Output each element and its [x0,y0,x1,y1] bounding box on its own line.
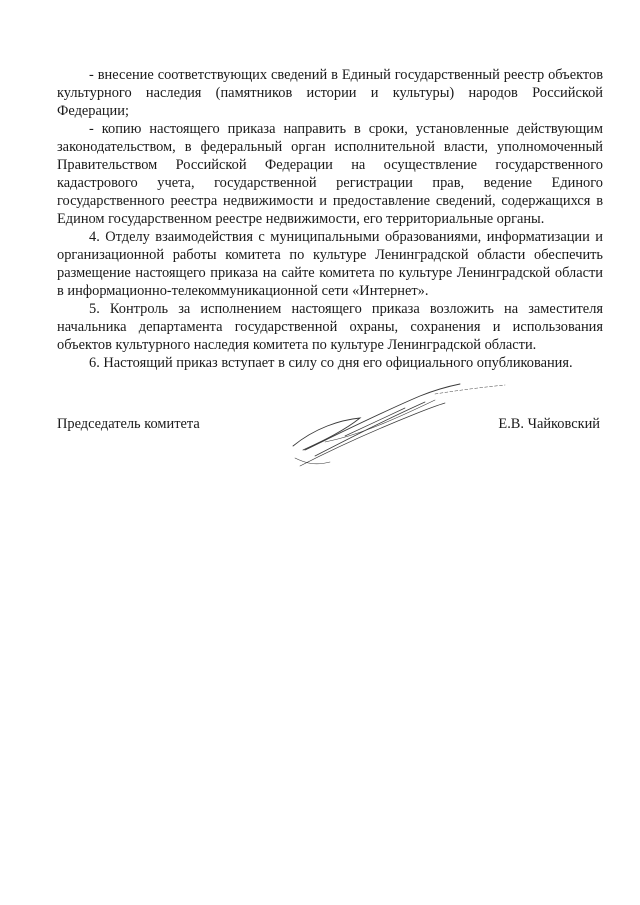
paragraph-item-4: 4. Отделу взаимодействия с муниципальными образованиями, информатизации и организационной работы комитета по культуре Ленинградской области обеспечить размещение настоящего приказа на сайте комитета по культуре Ленинградской области в информационно-телекоммуникационной сети «Интернет». [57,229,603,299]
handwritten-signature [285,378,510,478]
signer-name: Е.В. Чайковский [498,416,600,432]
signer-title: Председатель комитета [57,416,200,432]
paragraph-item-5: 5. Контроль за исполнением настоящего приказа возложить на заместителя начальника департамента государственной охраны, сохранения и использования объектов культурного наследия комитета по культуре Ленинградской области. [57,301,603,353]
order-text [57,66,603,372]
paragraph-registry-entry: - внесение соответствующих сведений в Единый государственный реестр объектов культурного наследия (памятников истории и культуры) народов Российской Федерации; [57,67,603,119]
paragraph-send-copy: - копию настоящего приказа направить в сроки, установленные действующим законодательством, в федеральный орган исполнительной власти, уполномоченный Правительством Российской Федерации на осуществление государственного кадастрового учета, государственной регистрации прав, ведение Единого государственного реестра недвижимости и предоставление сведений, содержащихся в Едином государственном реестре недвижимости, его территориальные органы. [57,121,603,227]
paragraph-item-6: 6. Настоящий приказ вступает в силу со дня его официального опубликования. [89,355,573,371]
